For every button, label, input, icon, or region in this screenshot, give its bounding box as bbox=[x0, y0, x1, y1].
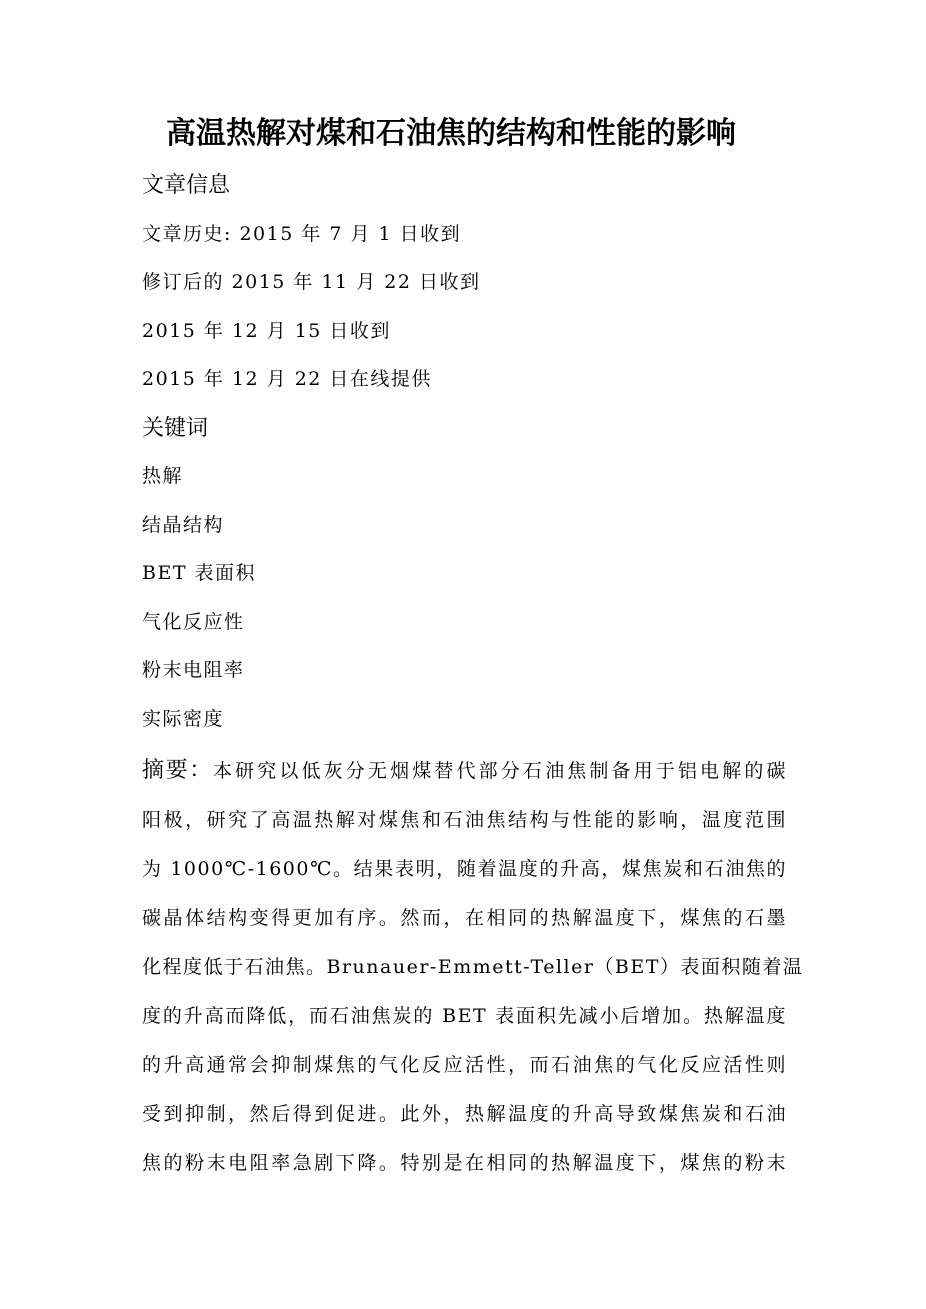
keyword-item: BET 表面积 bbox=[142, 562, 257, 584]
abstract-text-line: 化程度低于石油焦。Brunauer-Emmett-Teller（BET）表面积随着温 bbox=[142, 956, 804, 978]
abstract-text-line: 的升高通常会抑制煤焦的气化反应活性，而石油焦的气化反应活性则 bbox=[142, 1054, 787, 1076]
abstract-text-line: 为 1000℃-1600℃。结果表明，随着温度的升高，煤焦炭和石油焦的 bbox=[142, 858, 787, 880]
history-received: 文章历史: 2015 年 7 月 1 日收到 bbox=[142, 223, 462, 245]
keyword-item: 粉末电阻率 bbox=[142, 659, 245, 681]
keywords-heading: 关键词 bbox=[142, 416, 209, 441]
document-title: 高温热解对煤和石油焦的结构和性能的影响 bbox=[166, 116, 736, 151]
abstract-text-line: 焦的粉末电阻率急剧下降。特别是在相同的热解温度下，煤焦的粉末 bbox=[142, 1152, 787, 1174]
article-info-heading: 文章信息 bbox=[142, 173, 231, 198]
history-revised: 修订后的 2015 年 11 月 22 日收到 bbox=[142, 271, 481, 293]
history-online: 2015 年 12 月 22 日在线提供 bbox=[142, 368, 432, 390]
keyword-item: 实际密度 bbox=[142, 708, 225, 730]
abstract-label: 摘要： bbox=[142, 758, 213, 783]
abstract-text-line: 本研究以低灰分无烟煤替代部分石油焦制备用于铝电解的碳 bbox=[212, 760, 787, 782]
keyword-item: 气化反应性 bbox=[142, 611, 245, 633]
history-accepted: 2015 年 12 月 15 日收到 bbox=[142, 320, 391, 342]
abstract-section bbox=[142, 756, 804, 1197]
abstract-text-line: 碳晶体结构变得更加有序。然而，在相同的热解温度下，煤焦的石墨 bbox=[142, 907, 787, 929]
abstract-first-line bbox=[142, 756, 787, 805]
abstract-text-line: 度的升高而降低，而石油焦炭的 BET 表面积先减小后增加。热解温度 bbox=[142, 1005, 787, 1027]
keyword-item: 结晶结构 bbox=[142, 514, 225, 536]
keyword-item: 热解 bbox=[142, 465, 184, 487]
abstract-text-line: 阳极，研究了高温热解对煤焦和石油焦结构与性能的影响，温度范围 bbox=[142, 809, 787, 831]
abstract-text-line: 受到抑制，然后得到促进。此外，热解温度的升高导致煤焦炭和石油 bbox=[142, 1103, 787, 1125]
